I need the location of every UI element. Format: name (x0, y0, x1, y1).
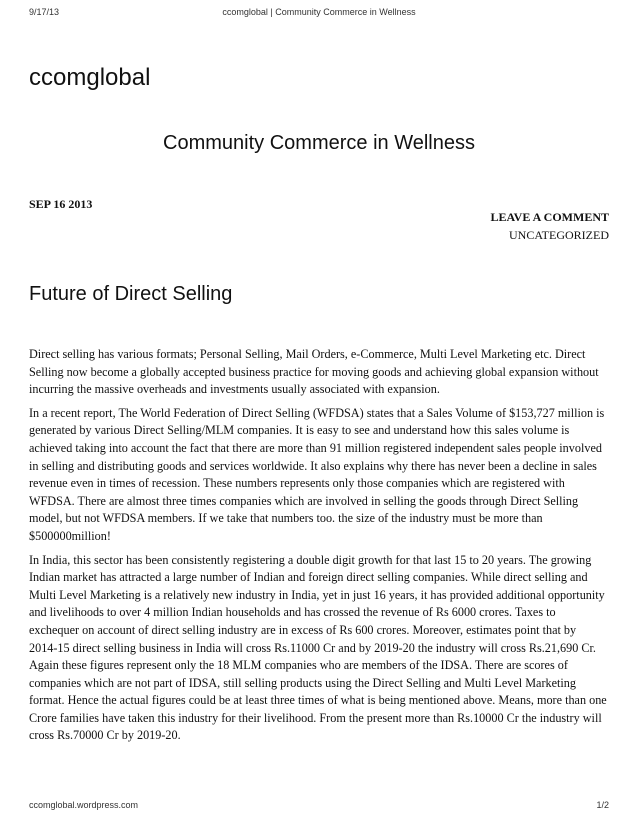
post-body (29, 346, 607, 751)
post-date: SEP 16 2013 (29, 197, 93, 211)
category-link[interactable]: UNCATEGORIZED (509, 228, 609, 242)
post-paragraph: In a recent report, The World Federation of Direct Selling (WFDSA) states that a Sales Volume of $153,727 million is generated by various Direct Selling/MLM companies. It is easy to see and understand how this sales volume is achieved taking into account the fact that there are more than 91 million registered independent sales people involved in selling and distributing goods and services worldwide. It also explains why there has never been a decline in sales revenue even in times of recession. These numbers represents only those companies which are registered with WFDSA. There are almost three times companies which are involved in selling the goods through Direct Selling model, but not WFDSA members. If we take that numbers too. the size of the industry must be more than $500000million! (29, 405, 605, 543)
post-paragraph: Direct selling has various formats; Personal Selling, Mail Orders, e-Commerce, Multi Level Marketing etc. Direct Selling now become a globally accepted business practice for moving goods and achieving global expansion without incurring the massive overheads and investments usually associated with expansion. (29, 347, 599, 397)
site-tagline: Community Commerce in Wellness (163, 132, 475, 154)
post-paragraph: In India, this sector has been consistently registering a double digit growth for that last 15 to 20 years. The growing Indian market has attracted a large number of Indian and foreign direct selling companies. While direct selling and Multi Level Marketing is a relatively new industry in India, yet in just 16 years, it has provided additional opportunity and livelihoods to over 4 million Indian households and has crossed the revenue of Rs 6000 crores. Taxes to exchequer on account of direct selling industry are in excess of Rs 600 crores. Moreover, estimates point that by 2014-15 direct selling business in India will cross Rs.11000 Cr and by 2019-20 the industry will cross Rs.21,690 Cr. Again these figures represent only the 18 MLM companies who are members of the IDSA. There are scores of companies which are not part of IDSA, still selling products using the Direct Selling and Multi Level Marketing format. Hence the actual figures could be at least three times of what is being mentioned above. Means, more than one Crore families have taken this industry for their livelihood. From the present more than Rs.10000 Cr the industry will cross Rs.70000 Cr by 2019-20. (29, 552, 607, 743)
print-header (29, 7, 609, 21)
site-title-link[interactable]: ccomglobal (29, 64, 151, 91)
leave-comment-link[interactable]: LEAVE A COMMENT (490, 210, 609, 224)
print-footer (29, 800, 609, 812)
footer-url: ccomglobal.wordpress.com (29, 800, 139, 810)
print-date: 9/17/13 (29, 7, 60, 17)
print-page-title: ccomglobal | Community Commerce in Wellness (222, 7, 416, 17)
page-number: 1/2 (596, 800, 609, 810)
post-title-link[interactable]: Future of Direct Selling (29, 283, 233, 305)
